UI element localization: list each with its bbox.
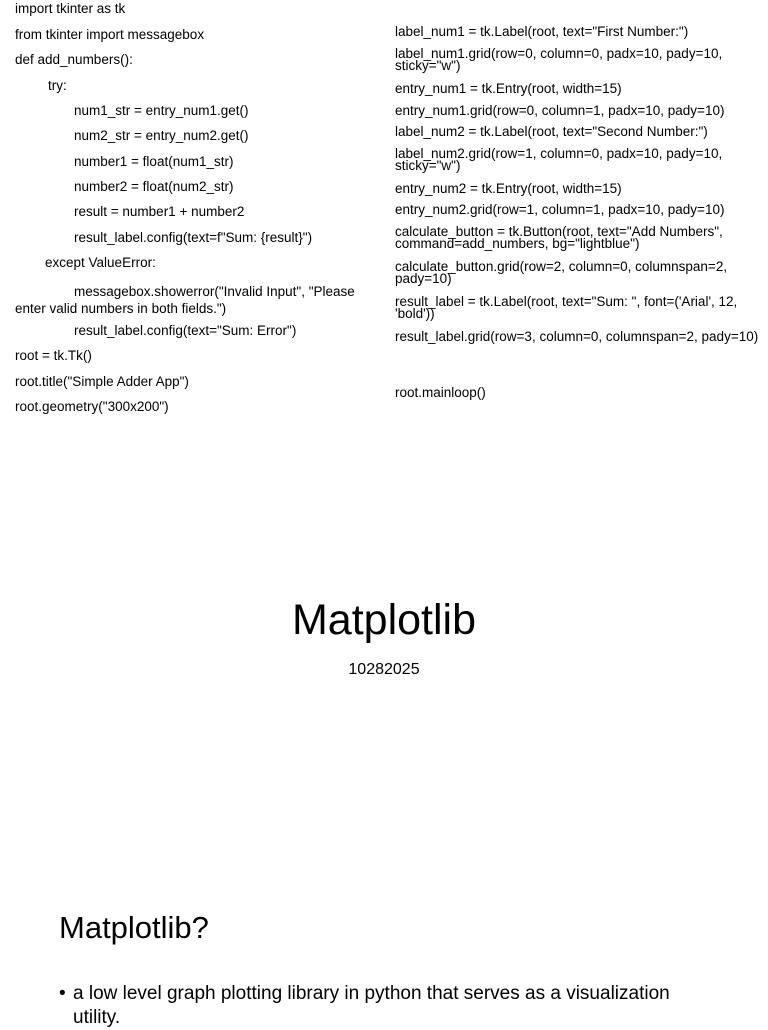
code-line: except ValueError: — [30, 255, 156, 270]
code-line: entry_num1.grid(row=0, column=1, padx=10, pady=10) — [395, 103, 725, 118]
code-line: number1 = float(num1_str) — [44, 154, 234, 169]
code-line: number2 = float(num2_str) — [44, 179, 234, 194]
code-line: entry_num2.grid(row=1, column=1, padx=10, pady=10) — [395, 202, 725, 217]
title-slide — [0, 430, 768, 870]
bullet-item: • a low level graph plotting library in python that serves as a visualization utility. — [59, 982, 699, 1030]
code-line: calculate_button.grid(row=2, column=0, columnspan=2, pady=10) — [395, 259, 731, 286]
code-line: label_num1.grid(row=0, column=0, padx=10, pady=10, sticky="w") — [395, 46, 726, 73]
code-slide — [0, 0, 768, 430]
code-line: result_label.config(text=f"Sum: {result}") — [44, 230, 313, 245]
code-line: messagebox.showerror("Invalid Input", "Please enter valid numbers in both fields.") — [15, 284, 359, 316]
code-line: label_num1 = tk.Label(root, text="First Number:") — [395, 24, 689, 39]
slide-title: Matplotlib — [291, 596, 477, 644]
code-line: entry_num2 = tk.Entry(root, width=15) — [395, 181, 622, 196]
code-line: result = number1 + number2 — [44, 204, 245, 219]
code-line: result_label = tk.Label(root, text="Sum: ", font=('Arial', 12, 'bold')) — [395, 294, 742, 321]
code-line: result_label.config(text="Sum: Error") — [44, 323, 297, 338]
code-line: result_label.grid(row=3, column=0, columnspan=2, pady=10) — [395, 329, 759, 344]
content-slide — [0, 870, 768, 1028]
code-line: num2_str = entry_num2.get() — [44, 128, 249, 143]
code-line: calculate_button = tk.Button(root, text="Add Numbers", command=add_numbers, bg="lightblue") — [395, 224, 727, 251]
code-line: root = tk.Tk() — [15, 348, 92, 363]
code-line: label_num2 = tk.Label(root, text="Second Number:") — [395, 124, 708, 139]
bullet-list — [59, 982, 699, 1030]
slide-heading: Matplotlib? — [59, 910, 209, 945]
code-line: entry_num1 = tk.Entry(root, width=15) — [395, 81, 622, 96]
code-line: try: — [33, 78, 67, 93]
code-line: root.title("Simple Adder App") — [15, 374, 189, 389]
code-line: from tkinter import messagebox — [15, 27, 205, 42]
code-line: label_num2.grid(row=1, column=0, padx=10, pady=10, sticky="w") — [395, 146, 726, 173]
code-line: root.mainloop() — [395, 385, 486, 400]
code-line: num1_str = entry_num1.get() — [44, 103, 249, 118]
slide-subtitle: 10282025 — [348, 661, 420, 678]
code-line: root.geometry("300x200") — [15, 399, 169, 414]
code-line: def add_numbers(): — [15, 52, 133, 67]
code-line: import tkinter as tk — [15, 1, 126, 16]
